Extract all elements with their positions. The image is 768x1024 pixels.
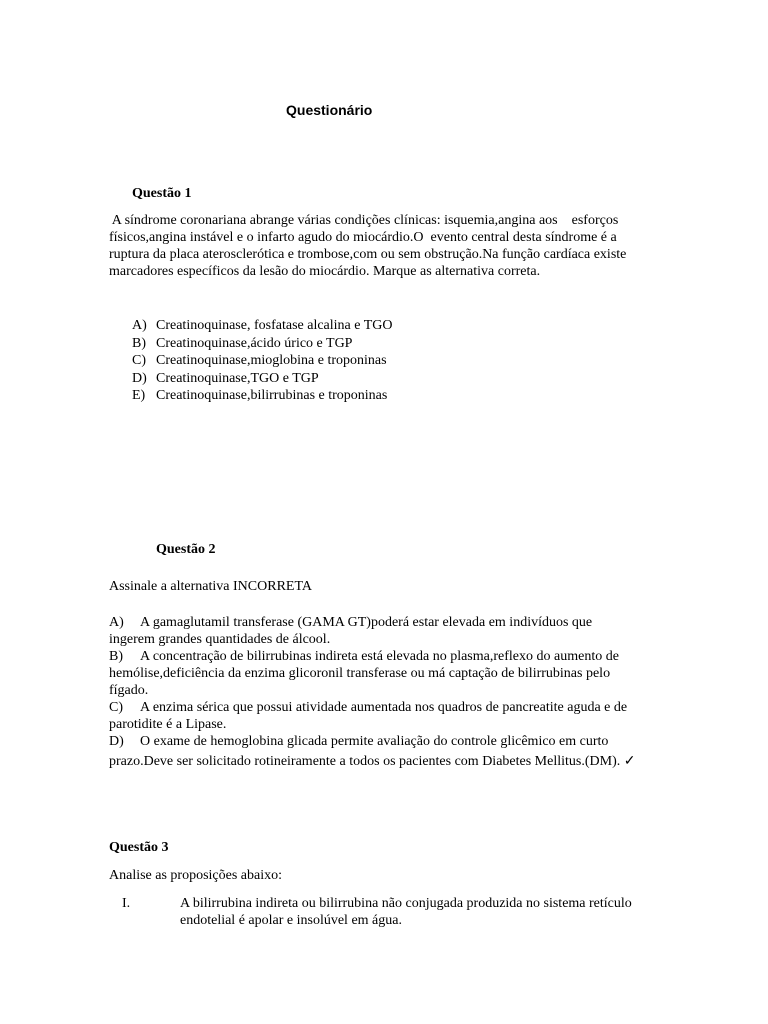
- option-letter: E): [132, 388, 146, 404]
- option-text: Creatinoquinase,ácido úrico e TGP: [156, 335, 353, 351]
- item-text: A gamaglutamil transferase (GAMA GT)poderá estar elevada em indivíduos que: [140, 615, 593, 630]
- q2-item-c-line: [109, 716, 635, 733]
- q2-item-d-line: [109, 753, 635, 770]
- q2-item-c-line: [109, 699, 635, 716]
- question-3-heading: Questão 3: [109, 840, 169, 855]
- proposition-line: endotelial é apolar e insolúvel em água.: [180, 913, 402, 928]
- stem-line: físicos,angina instável e o infarto agudo do miocárdio.O evento central desta síndrome é a: [109, 230, 617, 245]
- question-1-options: [132, 317, 392, 405]
- option-text: Creatinoquinase,bilirrubinas e troponinas: [156, 388, 388, 404]
- question-2-heading: Questão 2: [156, 542, 216, 557]
- item-text: A concentração de bilirrubinas indireta está elevada no plasma,reflexo do aumento de: [140, 649, 619, 664]
- item-letter: B): [109, 649, 123, 664]
- proposition-i: [122, 895, 682, 935]
- item-text: O exame de hemoglobina glicada permite avaliação do controle glicêmico em curto: [140, 734, 609, 749]
- proposition-text: [180, 895, 700, 929]
- item-letter: D): [109, 734, 124, 749]
- q2-item-a-line: [109, 614, 635, 631]
- option-a: [132, 317, 392, 335]
- question-1-heading: Questão 1: [132, 186, 192, 201]
- option-letter: B): [132, 335, 146, 351]
- stem-line: ruptura da placa aterosclerótica e trombose,com ou sem obstrução.Na função cardíaca existe: [109, 247, 627, 262]
- option-text: Creatinoquinase, fosfatase alcalina e TGO: [156, 318, 393, 333]
- q2-item-d-line: [109, 733, 635, 750]
- proposition-line: A bilirrubina indireta ou bilirrubina não conjugada produzida no sistema retículo: [180, 896, 632, 911]
- item-text: A enzima sérica que possui atividade aumentada nos quadros de pancreatite aguda e de: [140, 700, 628, 715]
- question-3-instruction: Analise as proposições abaixo:: [109, 868, 283, 883]
- option-c: [132, 352, 392, 370]
- item-letter: C): [109, 700, 123, 715]
- q2-item-a-line: [109, 631, 635, 648]
- item-text: hemólise,deficiência da enzima glicoronil transferase ou má captação de bilirrubinas pelo: [109, 666, 611, 681]
- option-e: [132, 387, 392, 405]
- option-text: Creatinoquinase,TGO e TGP: [156, 370, 319, 386]
- option-letter: A): [132, 318, 147, 333]
- stem-line: marcadores específicos da lesão do miocárdio. Marque as alternativa correta.: [109, 264, 541, 279]
- option-d: [132, 370, 392, 388]
- stem-line: A síndrome coronariana abrange várias condições clínicas: isquemia,angina aos esforços: [109, 213, 619, 228]
- q2-item-b-line: [109, 648, 635, 665]
- page-title: Questionário: [286, 102, 373, 118]
- question-2-items: [109, 614, 635, 770]
- question-1-stem: [109, 212, 626, 280]
- q2-item-b-line: [109, 665, 635, 682]
- proposition-number: I.: [122, 896, 131, 911]
- item-letter: A): [109, 615, 124, 630]
- item-text: parotidite é a Lipase.: [109, 717, 227, 732]
- item-text: ingerem grandes quantidades de álcool.: [109, 632, 331, 647]
- option-letter: D): [132, 370, 147, 386]
- option-b: [132, 335, 392, 353]
- option-letter: C): [132, 353, 146, 369]
- item-text: prazo.Deve ser solicitado rotineiramente a todos os pacientes com Diabetes Mellitus.(DM). ✓: [109, 754, 636, 769]
- option-text: Creatinoquinase,mioglobina e troponinas: [156, 353, 387, 369]
- q2-item-b-line: [109, 682, 635, 699]
- item-text: fígado.: [109, 683, 149, 698]
- question-2-instruction: Assinale a alternativa INCORRETA: [109, 579, 312, 594]
